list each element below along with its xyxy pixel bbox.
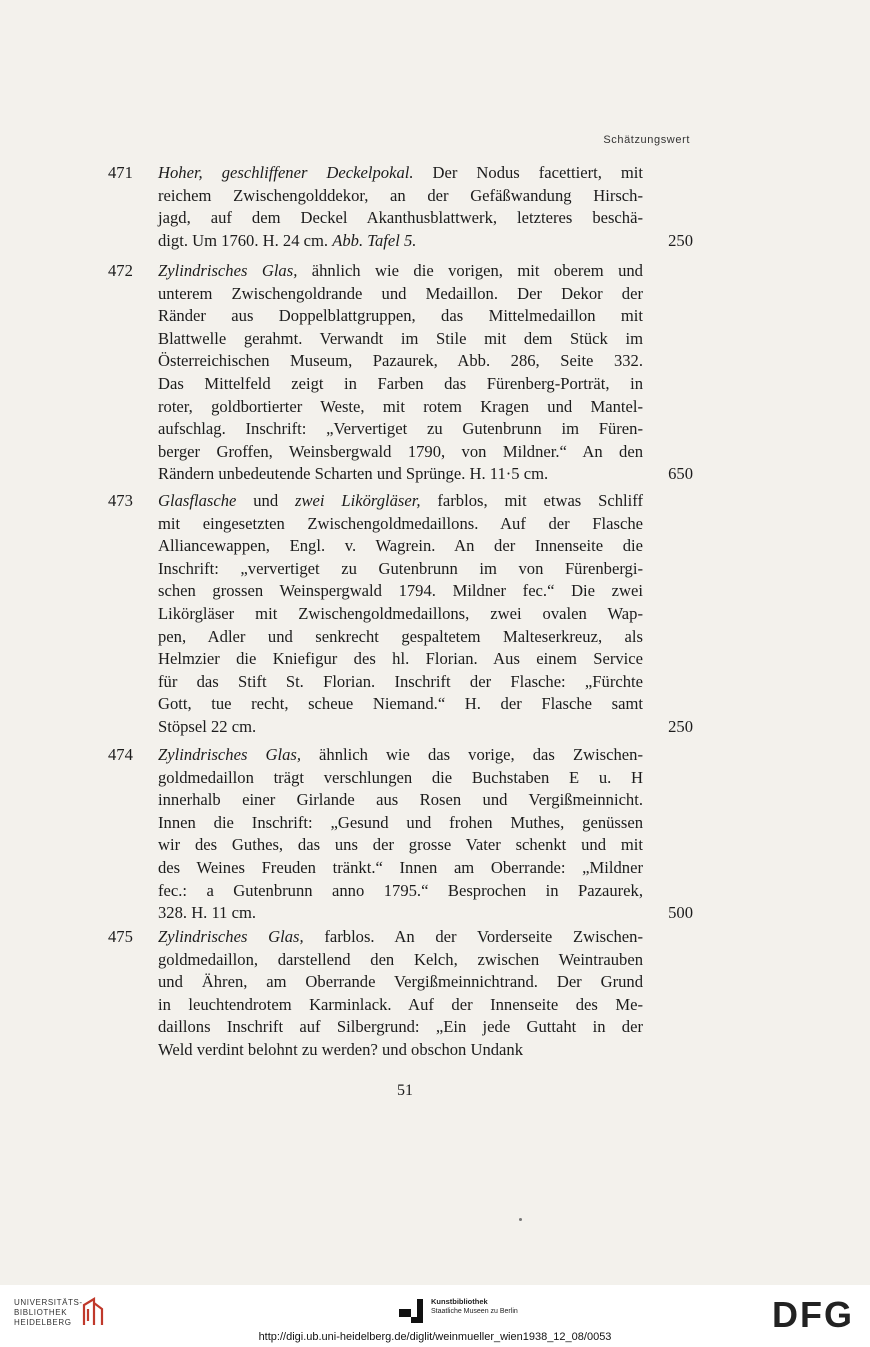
catalog-entry [108,162,693,252]
entry-line: Zylindrisches Glas, ähnlich wie die vorigen, mit oberem und [158,261,643,280]
entry-line: Zylindrisches Glas, farblos. An der Vorderseite Zwischen- [158,927,643,946]
entry-line: fec.: a Gutenbrunn anno 1795.“ Besprochen in Pazaurek, [158,880,643,900]
entry-line: Alliancewappen, Engl. v. Wagrein. An der Innenseite die [158,536,643,556]
entry-line: und Ähren, am Oberrande Vergißmeinnichtrand. Der Grund [158,972,643,992]
entry-price: 250 [668,717,693,736]
entry-line: unterem Zwischengoldrande und Medaillon. Der Dekor der [158,283,643,303]
entry-line: goldmedaillon, darstellend den Kelch, zwischen Weintrauben [158,949,643,969]
entry-number: 472 [108,261,133,280]
entry-line: innerhalb einer Girlande aus Rosen und Vergißmeinnicht. [158,790,643,810]
catalog-entry [108,260,693,486]
column-header: Schätzungswert [603,134,690,146]
entry-line: 328. H. 11 cm. [158,903,257,923]
entry-line: in leuchtendrotem Karminlack. Auf der Innenseite des Me- [158,994,643,1014]
entry-line: aufschlag. Inschrift: „Ververtiget zu Gutenbrunn im Füren- [158,419,643,439]
entry-line: für das Stift St. Florian. Inschrift der Flasche: „Fürchte [158,671,643,691]
catalog-entry [108,490,693,739]
entry-line: Weld verdint belohnt zu werden? und obschon Undank [158,1039,524,1059]
dfg-logo[interactable]: DFG [772,1294,854,1335]
entry-text [158,490,643,739]
entry-number: 474 [108,745,133,764]
entry-line: Das Mittelfeld zeigt in Farben das Fürenberg-Porträt, in [158,373,643,393]
university-emblem-icon [80,1295,106,1329]
entry-line: mit eingesetzten Zwischengoldmedaillons. Auf der Flasche [158,513,643,533]
entry-line: Inschrift: „ververtiget zu Gutenbrunn im von Fürenbergi- [158,558,643,578]
kunstbibliothek-mark-icon [397,1297,425,1325]
entry-line: des Weines Freuden tränkt.“ Innen am Oberrande: „Mildner [158,857,643,877]
entry-line: roter, goldbortierter Weste, mit rotem Kragen und Mantel- [158,396,643,416]
entry-line: Blattwelle gerahmt. Verwandt im Stile mit dem Stück im [158,328,643,348]
entry-line: Glasflasche und zwei Likörgläser, farblos, mit etwas Schliff [158,491,644,510]
entry-line: Likörgläser mit Zwischengoldmedaillons, zwei ovalen Wap- [158,603,643,623]
entry-line: pen, Adler und senkrecht gespaltetem Malteserkreuz, als [158,626,643,646]
kunstbibliothek-logo[interactable]: Kunstbibliothek Staatliche Museen zu Berlin [397,1297,827,1327]
entry-price: 650 [668,464,693,483]
entry-line: Innen die Inschrift: „Gesund und frohen Muthes, genüssen [158,812,643,832]
entry-price: 250 [668,231,693,250]
entry-line: Helmzier die Kniefigur des hl. Florian. Aus einem Service [158,649,643,669]
entry-line: jagd, auf dem Deckel Akanthusblattwerk, letzteres beschä- [158,208,643,228]
page-number: 51 [397,1082,413,1099]
entry-text [158,162,643,252]
catalog-entry [108,926,693,1062]
entry-text [158,260,643,486]
entry-line: Zylindrisches Glas, ähnlich wie das vorige, das Zwischen- [158,745,643,764]
entry-line: Österreichischen Museum, Pazaurek, Abb. 286, Seite 332. [158,351,643,371]
entry-text [158,744,643,925]
university-library-logo[interactable]: UNIVERSITÄTS- BIBLIOTHEK HEIDELBERG [14,1298,83,1327]
footer-bar [0,1285,870,1347]
entry-text [158,926,643,1062]
entry-number: 473 [108,491,133,510]
entry-price: 500 [668,903,693,922]
entry-line: Stöpsel 22 cm. [158,716,257,736]
entry-line: digt. Um 1760. H. 24 cm. Abb. Tafel 5. [158,230,417,250]
entry-line: Gott, tue recht, scheue Niemand.“ H. der Flasche samt [158,694,643,714]
entry-line: daillons Inschrift auf Silbergrund: „Ein jede Guttaht in der [158,1017,643,1037]
speck [519,1218,522,1221]
entry-line: reichem Zwischengolddekor, an der Gefäßwandung Hirsch- [158,185,643,205]
entry-line: goldmedaillon trägt verschlungen die Buchstaben E u. H [158,767,643,787]
entry-line: berger Groffen, Weinsbergwald 1790, von Mildner.“ An den [158,441,643,461]
entry-line: wir des Guthes, das uns der grosse Vater schenkt und mit [158,835,643,855]
entry-number: 475 [108,927,133,946]
entry-number: 471 [108,163,133,182]
entry-line: schen grossen Weinspergwald 1794. Mildner fec.“ Die zwei [158,581,643,601]
entry-line: Hoher, geschliffener Deckelpokal. Der Nodus facettiert, mit [158,163,643,182]
entry-line: Rändern unbedeutende Scharten und Sprünge. H. 11·5 cm. [158,464,549,484]
entry-line: Ränder aus Doppelblattgruppen, das Mittelmedaillon mit [158,306,643,326]
catalog-entry [108,744,693,925]
source-url[interactable]: http://digi.ub.uni-heidelberg.de/diglit/weinmueller_wien1938_12_08/0053 [258,1331,612,1343]
